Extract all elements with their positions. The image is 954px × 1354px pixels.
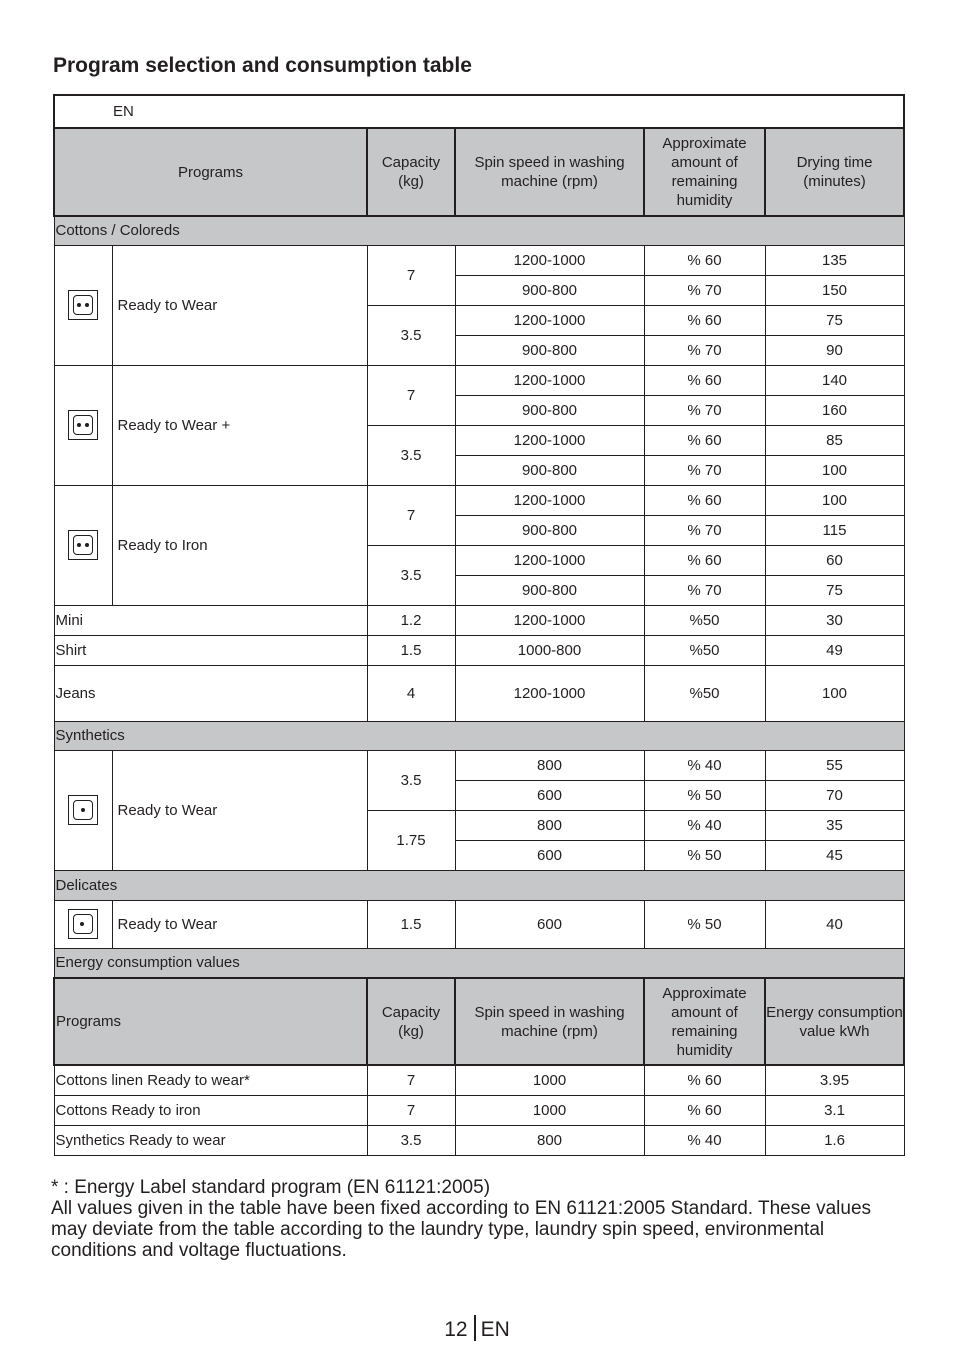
program-symbol-cell <box>54 900 112 948</box>
drying-time-cell: 100 <box>765 455 904 485</box>
spin-cell: 1000 <box>455 1065 644 1095</box>
table-row <box>54 1095 904 1125</box>
capacity-cell: 7 <box>367 1065 455 1095</box>
program-symbol-cell <box>54 750 112 870</box>
page-number: 12 <box>444 1318 468 1341</box>
humidity-cell: % 70 <box>644 515 765 545</box>
spin-cell: 900-800 <box>455 515 644 545</box>
energy-value-cell: 3.1 <box>765 1095 904 1125</box>
program-name: Shirt <box>54 635 367 665</box>
program-name: Ready to Wear <box>112 245 367 365</box>
table-row <box>54 485 904 515</box>
spin-cell: 1200-1000 <box>455 365 644 395</box>
section-synthetics: Synthetics <box>54 721 904 750</box>
capacity-cell: 1.5 <box>367 635 455 665</box>
spin-cell: 900-800 <box>455 395 644 425</box>
energy-header <box>54 978 904 1065</box>
energy-header-programs: Programs <box>54 978 367 1065</box>
synthetics-programs <box>54 750 904 870</box>
humidity-cell: % 60 <box>644 545 765 575</box>
spin-cell: 1200-1000 <box>455 425 644 455</box>
spin-cell: 1200-1000 <box>455 245 644 275</box>
drying-time-cell: 45 <box>765 840 904 870</box>
capacity-cell: 7 <box>367 365 455 425</box>
capacity-cell: 1.5 <box>367 900 455 948</box>
humidity-cell: % 70 <box>644 275 765 305</box>
spin-cell: 1200-1000 <box>455 665 644 721</box>
page-language: EN <box>480 1318 510 1341</box>
program-name: Cottons Ready to iron <box>54 1095 367 1125</box>
table-row <box>54 365 904 395</box>
humidity-cell: %50 <box>644 605 765 635</box>
energy-value-cell: 3.95 <box>765 1065 904 1095</box>
humidity-cell: % 60 <box>644 485 765 515</box>
table-row <box>54 665 904 721</box>
table-row <box>54 750 904 780</box>
tumble-dry-one-dot-icon <box>68 795 98 825</box>
section-energy: Energy consumption values <box>54 948 904 978</box>
humidity-cell: % 40 <box>644 1125 765 1155</box>
humidity-cell: % 70 <box>644 455 765 485</box>
table-header <box>54 128 904 216</box>
header-spin: Spin speed in washing machine (rpm) <box>455 128 644 216</box>
drying-time-cell: 60 <box>765 545 904 575</box>
program-name: Ready to Wear <box>112 900 367 948</box>
language-label: EN <box>54 95 904 128</box>
program-name: Cottons linen Ready to wear* <box>54 1065 367 1095</box>
humidity-cell: % 50 <box>644 780 765 810</box>
header-humidity: Approximate amount of remaining humidity <box>644 128 765 216</box>
footnote-star: * : Energy Label standard program (EN 61121:2005) <box>51 1177 491 1198</box>
drying-time-cell: 40 <box>765 900 904 948</box>
page-title: Program selection and consumption table <box>53 54 472 77</box>
humidity-cell: % 60 <box>644 1065 765 1095</box>
spin-cell: 1200-1000 <box>455 305 644 335</box>
program-name: Mini <box>54 605 367 635</box>
cottons-programs <box>54 245 904 721</box>
header-capacity: Capacity (kg) <box>367 128 455 216</box>
capacity-cell: 7 <box>367 485 455 545</box>
table-row <box>54 1065 904 1095</box>
tumble-dry-two-dots-icon <box>68 410 98 440</box>
spin-cell: 800 <box>455 750 644 780</box>
capacity-cell: 1.75 <box>367 810 455 870</box>
tumble-dry-two-dots-icon <box>68 290 98 320</box>
drying-time-cell: 49 <box>765 635 904 665</box>
capacity-cell: 3.5 <box>367 1125 455 1155</box>
consumption-table <box>53 94 905 1156</box>
humidity-cell: % 70 <box>644 575 765 605</box>
energy-header-value: Energy consumption value kWh <box>765 978 904 1065</box>
drying-time-cell: 85 <box>765 425 904 455</box>
page-footer <box>0 1315 954 1342</box>
drying-time-cell: 55 <box>765 750 904 780</box>
program-name: Ready to Wear <box>112 750 367 870</box>
spin-cell: 800 <box>455 1125 644 1155</box>
drying-time-cell: 30 <box>765 605 904 635</box>
spin-cell: 1200-1000 <box>455 605 644 635</box>
drying-time-cell: 150 <box>765 275 904 305</box>
drying-time-cell: 140 <box>765 365 904 395</box>
footnote <box>51 1177 881 1261</box>
humidity-cell: % 60 <box>644 1095 765 1125</box>
program-name: Ready to Wear + <box>112 365 367 485</box>
drying-time-cell: 115 <box>765 515 904 545</box>
spin-cell: 1200-1000 <box>455 485 644 515</box>
spin-cell: 600 <box>455 780 644 810</box>
divider <box>474 1315 476 1341</box>
spin-cell: 800 <box>455 810 644 840</box>
humidity-cell: % 50 <box>644 840 765 870</box>
energy-header-humidity: Approximate amount of remaining humidity <box>644 978 765 1065</box>
table-row <box>54 605 904 635</box>
humidity-cell: % 60 <box>644 365 765 395</box>
header-drying-time: Drying time (minutes) <box>765 128 904 216</box>
capacity-cell: 7 <box>367 245 455 305</box>
drying-time-cell: 75 <box>765 305 904 335</box>
energy-header-spin: Spin speed in washing machine (rpm) <box>455 978 644 1065</box>
table-row <box>54 900 904 948</box>
table-row <box>54 635 904 665</box>
drying-time-cell: 100 <box>765 485 904 515</box>
drying-time-cell: 70 <box>765 780 904 810</box>
drying-time-cell: 90 <box>765 335 904 365</box>
drying-time-cell: 35 <box>765 810 904 840</box>
program-name: Jeans <box>54 665 367 721</box>
humidity-cell: % 60 <box>644 305 765 335</box>
spin-cell: 900-800 <box>455 335 644 365</box>
spin-cell: 600 <box>455 840 644 870</box>
spin-cell: 1000 <box>455 1095 644 1125</box>
capacity-cell: 7 <box>367 1095 455 1125</box>
energy-rows <box>54 1065 904 1155</box>
drying-time-cell: 75 <box>765 575 904 605</box>
spin-cell: 900-800 <box>455 575 644 605</box>
humidity-cell: %50 <box>644 665 765 721</box>
spin-cell: 900-800 <box>455 275 644 305</box>
table-row <box>54 1125 904 1155</box>
humidity-cell: %50 <box>644 635 765 665</box>
table-row <box>54 245 904 275</box>
humidity-cell: % 40 <box>644 810 765 840</box>
humidity-cell: % 70 <box>644 335 765 365</box>
tumble-dry-one-dot-icon <box>68 909 98 939</box>
humidity-cell: % 60 <box>644 245 765 275</box>
humidity-cell: % 40 <box>644 750 765 780</box>
tumble-dry-two-dots-icon <box>68 530 98 560</box>
spin-cell: 900-800 <box>455 455 644 485</box>
program-symbol-cell <box>54 245 112 365</box>
capacity-cell: 3.5 <box>367 305 455 365</box>
drying-time-cell: 160 <box>765 395 904 425</box>
spin-cell: 1000-800 <box>455 635 644 665</box>
humidity-cell: % 60 <box>644 425 765 455</box>
section-delicates: Delicates <box>54 870 904 900</box>
humidity-cell: % 50 <box>644 900 765 948</box>
drying-time-cell: 100 <box>765 665 904 721</box>
capacity-cell: 3.5 <box>367 425 455 485</box>
capacity-cell: 1.2 <box>367 605 455 635</box>
capacity-cell: 4 <box>367 665 455 721</box>
footnote-text: All values given in the table have been fixed according to EN 61121:2005 Standard. These values may deviate from the table according to the laundry type, laundry spin speed, environmental conditions and voltage fluctuations. <box>51 1198 872 1261</box>
energy-value-cell: 1.6 <box>765 1125 904 1155</box>
spin-cell: 600 <box>455 900 644 948</box>
program-symbol-cell <box>54 365 112 485</box>
drying-time-cell: 135 <box>765 245 904 275</box>
program-name: Ready to Iron <box>112 485 367 605</box>
program-name: Synthetics Ready to wear <box>54 1125 367 1155</box>
section-cottons: Cottons / Coloreds <box>54 216 904 245</box>
header-programs: Programs <box>54 128 367 216</box>
program-symbol-cell <box>54 485 112 605</box>
humidity-cell: % 70 <box>644 395 765 425</box>
spin-cell: 1200-1000 <box>455 545 644 575</box>
capacity-cell: 3.5 <box>367 750 455 810</box>
capacity-cell: 3.5 <box>367 545 455 605</box>
energy-header-capacity: Capacity (kg) <box>367 978 455 1065</box>
